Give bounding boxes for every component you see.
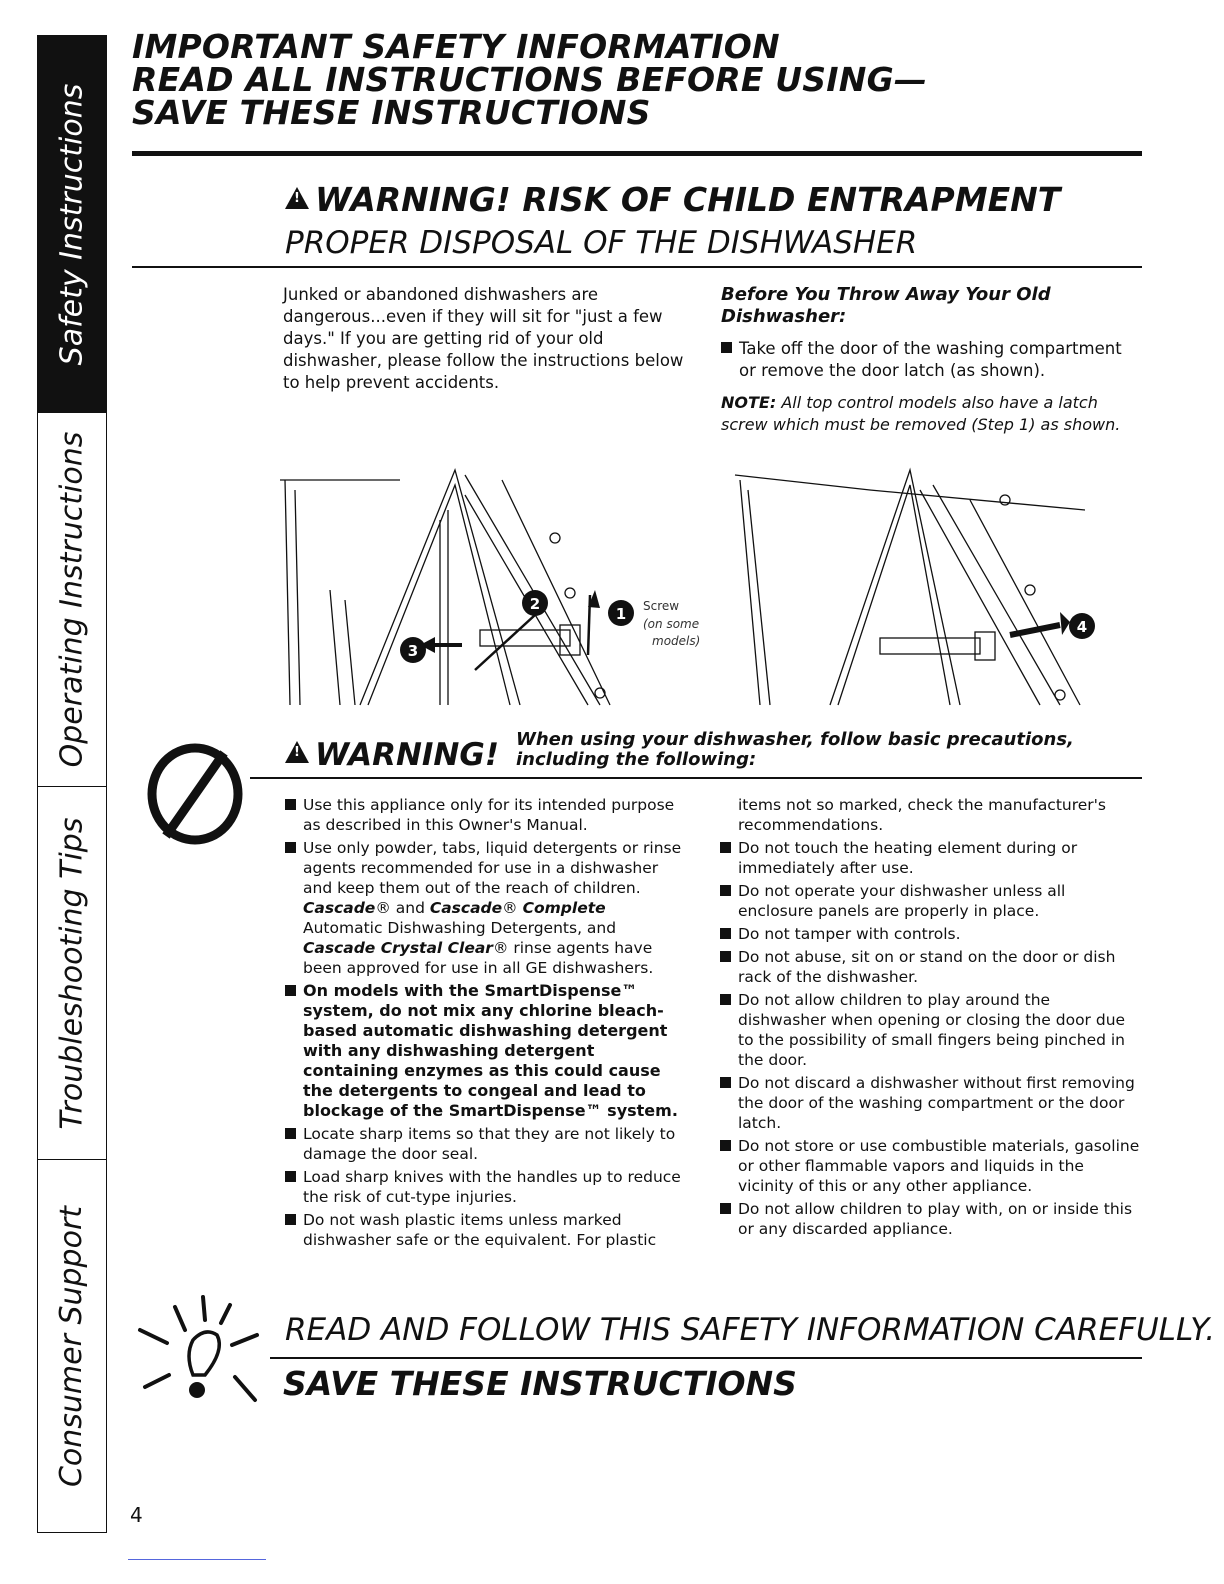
precautions-right <box>720 795 1142 1242</box>
list-item: On models with the SmartDispense™ system, do not mix any chlorine bleach-based automatic dishwashing detergent with any dishwashing detergent containing enzymes as this could cause the detergents to congeal and lead to blockage of the SmartDispense™ system. <box>285 981 690 1121</box>
tab-label: Operating Instructions <box>54 431 90 768</box>
list-item: Do not allow children to play with, on or inside this or any discarded appliance. <box>720 1199 1142 1239</box>
warning-triangle-icon <box>285 187 309 209</box>
screw-note-2: models) <box>652 634 701 648</box>
tab-label: Safety Instructions <box>54 83 90 365</box>
warning-triangle-icon <box>285 741 309 763</box>
section-rule <box>132 266 1142 268</box>
list-item: Do not allow children to play around the dishwasher when opening or closing the door due to the possibility of small fingers being pinched in the door. <box>720 990 1142 1070</box>
step-2-label: 2 <box>529 595 541 613</box>
before-heading: Before You Throw Away Your Old Dishwasher: <box>721 284 1051 327</box>
list-item: Do not discard a dishwasher without first removing the door of the washing compartment or the door latch. <box>720 1073 1142 1133</box>
list-item: Load sharp knives with the handles up to reduce the risk of cut-type injuries. <box>285 1167 690 1207</box>
header-rule <box>132 151 1142 156</box>
list-item: Locate sharp items so that they are not likely to damage the door seal. <box>285 1124 690 1164</box>
page-header <box>132 27 928 132</box>
exclamation-burst-icon <box>135 1295 265 1410</box>
screw-label: Screw <box>643 599 680 613</box>
before-throw-away-section <box>721 284 1141 436</box>
list-item-continued: items not so marked, check the manufacturer's recommendations. <box>738 796 1107 834</box>
step-3-label: 3 <box>407 642 419 660</box>
step-1-label: 1 <box>615 605 627 623</box>
list-item: Do not store or use combustible materials, gasoline or other flammable vapors and liquids in the vicinity of this or any other appliance. <box>720 1136 1142 1196</box>
header-line-2: READ ALL INSTRUCTIONS BEFORE USING— <box>132 60 928 99</box>
header-line-1: IMPORTANT SAFETY INFORMATION <box>132 27 780 66</box>
tab-label: Consumer Support <box>54 1205 90 1487</box>
list-item: Take off the door of the washing compartment or remove the door latch (as shown). <box>721 338 1141 382</box>
step-4-label: 4 <box>1076 618 1088 636</box>
list-item: Do not wash plastic items unless marked dishwasher safe or the equivalent. For plastic <box>285 1210 690 1250</box>
list-item: Use only powder, tabs, liquid detergents or rinse agents recommended for use in a dishwasher and keep them out of the reach of children. Cascade® and Cascade® Complete Automatic Dishwashing Detergents, and Cascade Crystal Clear® rinse agents have been approved for use in all GE dishwashers. <box>285 838 690 978</box>
list-item: Do not operate your dishwasher unless all enclosure panels are properly in place. <box>720 881 1142 921</box>
door-latch-diagram <box>270 460 1100 710</box>
entrapment-warning-title: !WARNING! RISK OF CHILD ENTRAPMENT <box>285 180 1060 219</box>
tab-troubleshooting-tips[interactable] <box>38 787 106 1160</box>
prohibition-icon <box>140 738 250 848</box>
link-underline <box>128 1559 266 1560</box>
entrapment-intro: Junked or abandoned dishwashers are dangerous...even if they will sit for "just a few days." If you are getting rid of your old dishwasher, please follow the instructions below to help prevent accidents. <box>283 285 684 392</box>
tab-consumer-support[interactable] <box>38 1160 106 1532</box>
before-list <box>721 338 1141 382</box>
note: NOTE: All top control models also have a latch screw which must be removed (Step 1) as shown. <box>721 393 1121 434</box>
tab-label: Troubleshooting Tips <box>54 817 90 1129</box>
side-tab-bar <box>37 35 107 1533</box>
tab-safety-instructions[interactable] <box>38 36 106 413</box>
footer-rule <box>270 1357 1142 1359</box>
entrapment-subtitle: PROPER DISPOSAL OF THE DISHWASHER <box>285 225 918 261</box>
save-instructions-text: SAVE THESE INSTRUCTIONS <box>283 1364 797 1403</box>
page-number: 4 <box>130 1503 143 1527</box>
read-and-follow-text: READ AND FOLLOW THIS SAFETY INFORMATION CAREFULLY. <box>285 1312 1216 1348</box>
list-item: Do not tamper with controls. <box>720 924 1142 944</box>
list-item: Use this appliance only for its intended purpose as described in this Owner's Manual. <box>285 795 690 835</box>
header-line-3: SAVE THESE INSTRUCTIONS <box>132 93 651 132</box>
screw-note-1: (on some <box>643 617 700 631</box>
tab-operating-instructions[interactable] <box>38 413 106 787</box>
general-warning-title: !WARNING! <box>285 737 499 773</box>
list-item: Do not touch the heating element during or immediately after use. <box>720 838 1142 878</box>
precautions-left <box>285 795 690 1253</box>
list-item: Do not abuse, sit on or stand on the door or dish rack of the dishwasher. <box>720 947 1142 987</box>
general-warning-note: When using your dishwasher, follow basic precautions, including the following: <box>516 729 1074 770</box>
warning-rule <box>250 777 1142 779</box>
